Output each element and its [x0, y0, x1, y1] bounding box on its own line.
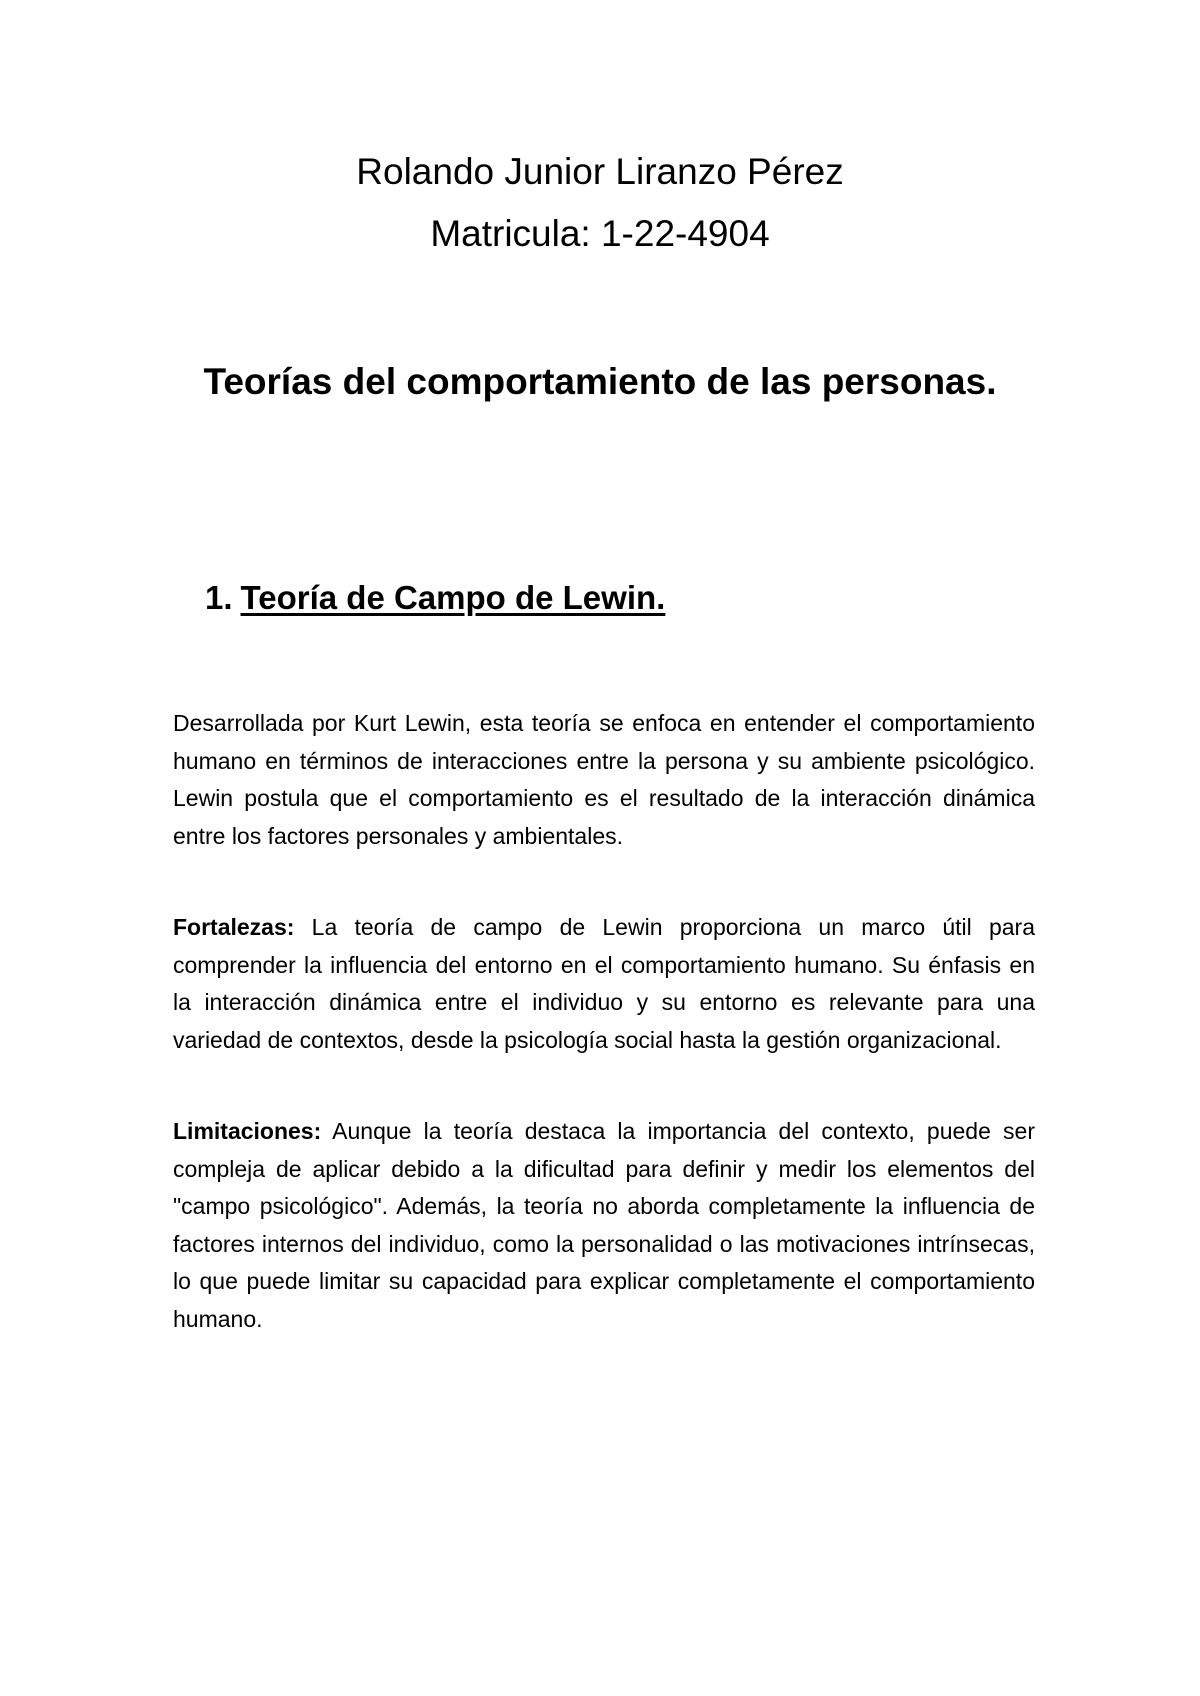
author-name: Rolando Junior Liranzo Pérez: [356, 151, 844, 192]
limitations-text: Aunque la teoría destaca la importancia del contexto, puede ser compleja de aplicar debido a la dificultad para definir y medir los elementos del "campo psicológico". Además, la teoría no aborda completamente la influencia de factores internos del individuo, como la personalidad o las motivaciones intrínsecas, lo que puede limitar su capacidad para explicar completamente el comportamiento humano.: [173, 1118, 1035, 1332]
matricula-line: Matricula: 1-22-4904: [430, 213, 770, 254]
intro-paragraph: Desarrollada por Kurt Lewin, esta teoría se enfoca en entender el comportamiento humano en términos de interacciones entre la persona y su ambiente psicológico. Lewin postula que el comportamiento es el resultado de la interacción dinámica entre los factores personales y ambientales.: [173, 710, 1035, 849]
section-title: Teoría de Campo de Lewin.: [240, 579, 666, 616]
section-number: 1.: [205, 579, 233, 616]
limitations-label: Limitaciones:: [173, 1118, 322, 1144]
document-title: Teorías del comportamiento de las personas.: [203, 361, 997, 402]
strengths-text: La teoría de campo de Lewin proporciona un marco útil para comprender la influencia del entorno en el comportamiento humano. Su énfasis en la interacción dinámica entre el individuo y su entorno es relevante para una variedad de contextos, desde la psicología social hasta la gestión organizacional.: [173, 914, 1035, 1053]
limitations-paragraph: [173, 1113, 1035, 1338]
section-heading: [205, 578, 665, 618]
strengths-paragraph: [173, 909, 1035, 1059]
strengths-label: Fortalezas:: [173, 914, 295, 940]
